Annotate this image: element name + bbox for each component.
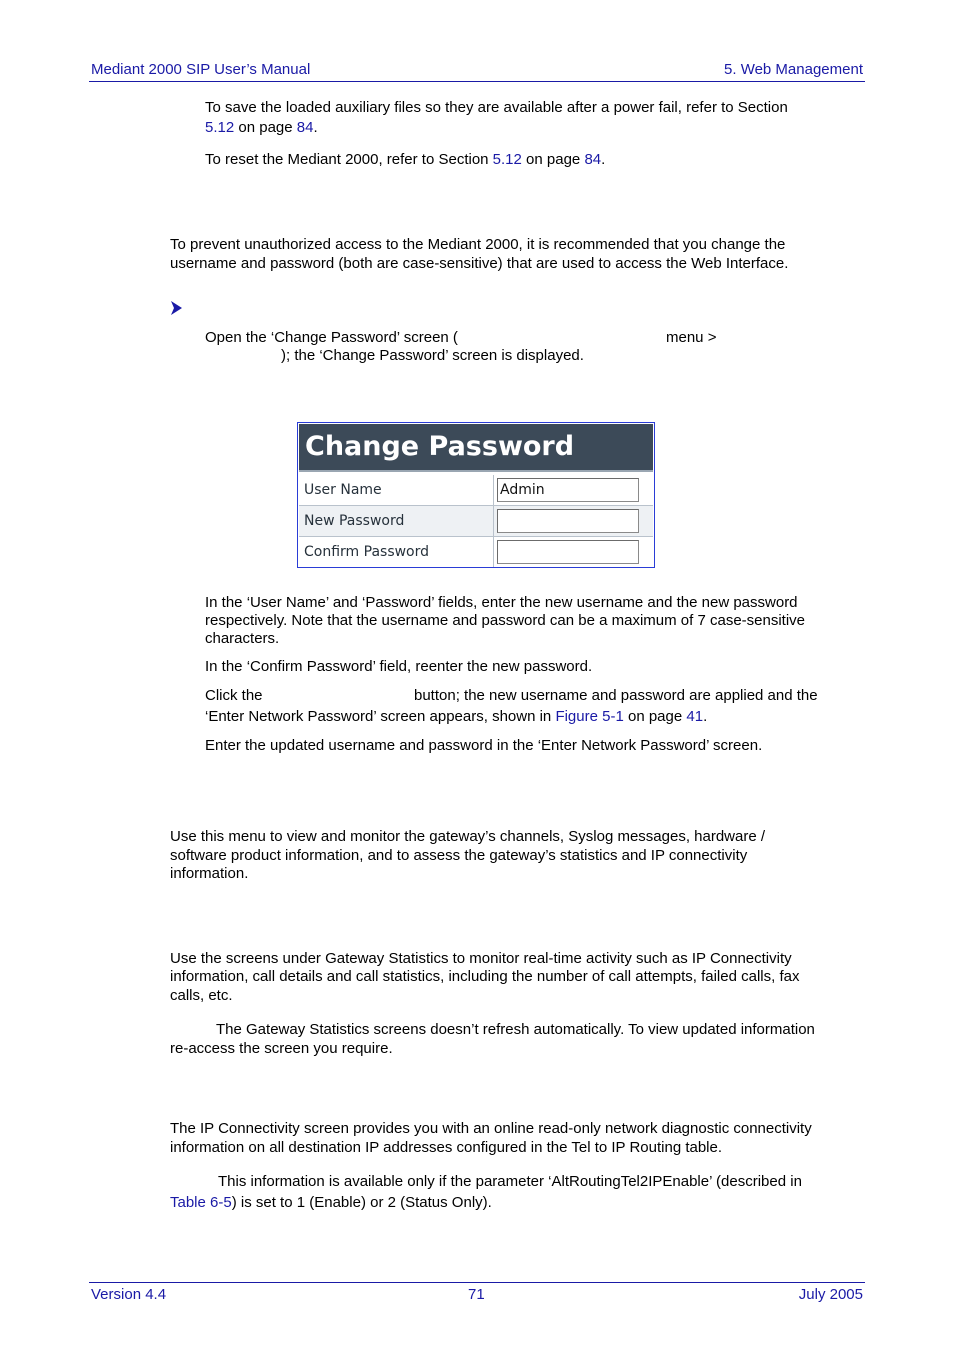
figure-link[interactable]: Figure 5-1 [555,708,624,725]
header-chapter-title: 5. Web Management [724,61,863,78]
header-rule [89,81,865,82]
gateway-stats-line-1: Use the screens under Gateway Statistics to monitor real-time activity such as IP Connectivity [170,950,792,967]
user-name-label: User Name [299,475,494,505]
new-password-row [299,506,653,537]
ip-conn-line-2: information on all destination IP addresses configured in the Tel to IP Routing table. [170,1139,723,1156]
status-menu-line-3: information. [170,865,249,882]
step-1-line-1: In the ‘User Name’ and ‘Password’ fields, enter the new username and the new password [205,594,798,611]
ref-text: on page [234,119,297,136]
table-link[interactable]: Table 6-5 [170,1194,232,1211]
gateway-stats-note-2: re-access the screen you require. [170,1040,393,1057]
step-open-result: ); the ‘Change Password’ screen is displayed. [281,347,584,364]
reset-prefix: To reset the Mediant 2000, refer to Section [205,151,493,168]
status-menu-line-2: software product information, and to assess the gateway’s statistics and IP connectivity [170,847,748,864]
ref-end: . [601,151,606,168]
save-aux-text: To save the loaded auxiliary files so they are available after a power fail, refer to Section [205,99,788,116]
step-3-text: ‘Enter Network Password’ screen appears, shown in [205,708,556,725]
confirm-password-row [299,537,653,568]
section-link[interactable]: 5.12 [492,151,522,168]
step-1-line-3: characters. [205,630,280,647]
page-link[interactable]: 41 [686,708,704,725]
step-3-suffix: button; the new username and password are applied and the [414,687,818,704]
reset-text [205,151,605,170]
ref-end: . [703,708,708,725]
header-manual-title: Mediant 2000 SIP User’s Manual [91,61,311,78]
intro-line-1: To prevent unauthorized access to the Mediant 2000, it is recommended that you change the [170,236,786,253]
footer-page-number: 71 [468,1286,485,1303]
change-password-figure [297,422,655,568]
page-link[interactable]: 84 [296,119,314,136]
step-3-prefix: Click the [205,687,263,704]
step-open-text: Open the ‘Change Password’ screen ( [205,329,458,346]
new-password-input[interactable] [497,509,639,533]
footer-date: July 2005 [798,1286,863,1303]
step-4: Enter the updated username and password in the ‘Enter Network Password’ screen. [205,737,763,754]
ip-conn-note-2 [170,1194,492,1213]
change-password-title: Change Password [299,424,653,472]
section-link[interactable]: 5.12 [205,119,235,136]
ip-conn-note-1: This information is available only if the parameter ‘AltRoutingTel2IPEnable’ (described in [218,1173,802,1190]
new-password-label: New Password [299,506,494,536]
ip-conn-line-1: The IP Connectivity screen provides you with an online read-only network diagnostic connectivity [170,1120,812,1137]
intro-line-2: username and password (both are case-sensitive) that are used to access the Web Interface. [170,255,789,272]
arrow-bullet-icon [170,300,184,316]
ip-conn-note-2-text: ) is set to 1 (Enable) or 2 (Status Only). [231,1194,492,1211]
step-3-line-2 [205,708,707,727]
ref-text: on page [521,151,585,168]
ref-text: on page [623,708,687,725]
gateway-stats-line-3: calls, etc. [170,987,233,1004]
ref-end: . [313,119,318,136]
save-aux-ref [205,119,318,138]
confirm-password-input[interactable] [497,540,639,564]
footer-version: Version 4.4 [91,1286,167,1303]
step-1-line-2: respectively. Note that the username and password can be a maximum of 7 case-sensitive [205,612,806,629]
gateway-stats-note-1: The Gateway Statistics screens doesn’t refresh automatically. To view updated information [216,1021,815,1038]
confirm-password-label: Confirm Password [299,537,494,567]
footer-rule [89,1282,865,1283]
user-name-input[interactable] [497,478,639,502]
user-name-row [299,475,653,506]
page-link[interactable]: 84 [584,151,602,168]
step-open-menu: menu > [666,329,717,346]
status-menu-line-1: Use this menu to view and monitor the gateway’s channels, Syslog messages, hardware / [170,828,766,845]
step-2: In the ‘Confirm Password’ field, reenter the new password. [205,658,593,675]
gateway-stats-line-2: information, call details and call statistics, including the number of call attempts, failed calls, fax [170,968,800,985]
